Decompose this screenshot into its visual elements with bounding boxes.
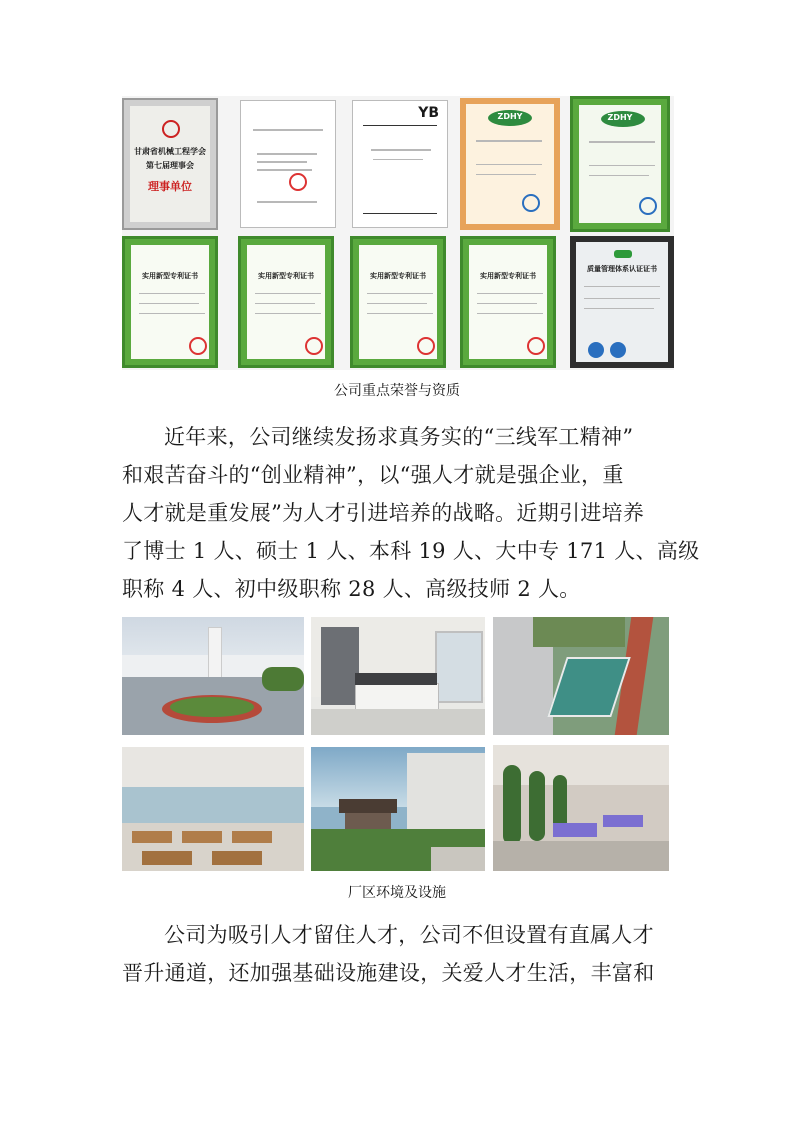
certificate-title: 实用新型专利证书 <box>370 272 426 280</box>
certificate-title: 实用新型专利证书 <box>258 272 314 280</box>
certificates-collage <box>122 96 674 370</box>
photo-canteen <box>122 747 304 871</box>
certificate-ohs-management <box>460 98 560 230</box>
paragraph-1-line-3: 人才就是重发展”为人才引进培养的战略。近期引进培养 <box>122 501 645 525</box>
certificate-title: 实用新型专利证书 <box>480 272 536 280</box>
certificate-title: 实用新型专利证书 <box>142 272 198 280</box>
certificate-patent-4 <box>460 236 556 368</box>
caption-honors: 公司重点荣誉与资质 <box>334 383 460 399</box>
certificate-subtitle: 第七届理事会 <box>146 161 194 170</box>
certificate-environment-management <box>570 96 670 232</box>
iaf-badge-icon <box>588 342 604 358</box>
certificate-patent-2 <box>238 236 334 368</box>
certificate-mechanical-society <box>122 98 218 230</box>
photo-garden-pavilion <box>311 747 485 871</box>
certificate-title: 甘肃省机械工程学会 <box>134 147 206 156</box>
quality-logo-icon <box>614 250 632 258</box>
paragraph-1-line-2: 和艰苦奋斗的“创业精神”，以“强人才就是强企业，重 <box>122 463 624 487</box>
photo-plaza-monument <box>122 617 304 735</box>
certificate-yb-standard <box>352 100 448 228</box>
certificate-patent-1 <box>122 236 218 368</box>
cnas-badge-icon <box>610 342 626 358</box>
zdhy-logo-text: ZDHY <box>497 112 523 121</box>
paragraph-1-line-1: 近年来，公司继续发扬求真务实的“三线军工精神” <box>164 425 634 449</box>
certificate-quality-management <box>570 236 674 368</box>
paragraph-2-line-1: 公司为吸引人才留住人才，公司不但设置有直属人才 <box>164 923 654 947</box>
paragraph-2-line-2: 晋升通道，还加强基础设施建设，关爱人才生活，丰富和 <box>122 961 655 985</box>
paragraph-1-line-5: 职称 4 人、初中级职称 28 人、高级技师 2 人。 <box>122 577 581 601</box>
caption-facilities: 厂区环境及设施 <box>348 885 446 901</box>
certificate-title: 质量管理体系认证证书 <box>587 265 657 273</box>
certificate-patent-3 <box>350 236 446 368</box>
photo-dormitory-room <box>311 617 485 735</box>
yb-logo: YB <box>418 105 439 121</box>
zdhy-logo-text: ZDHY <box>607 113 633 122</box>
paragraph-1-line-4: 了博士 1 人、硕士 1 人、本科 19 人、大中专 171 人、高级 <box>122 539 700 563</box>
photo-table-tennis-area <box>493 745 669 871</box>
certificate-badge-text: 理事单位 <box>148 180 192 193</box>
photo-sports-court <box>493 617 669 735</box>
certificate-tech-appraisal <box>240 100 336 228</box>
